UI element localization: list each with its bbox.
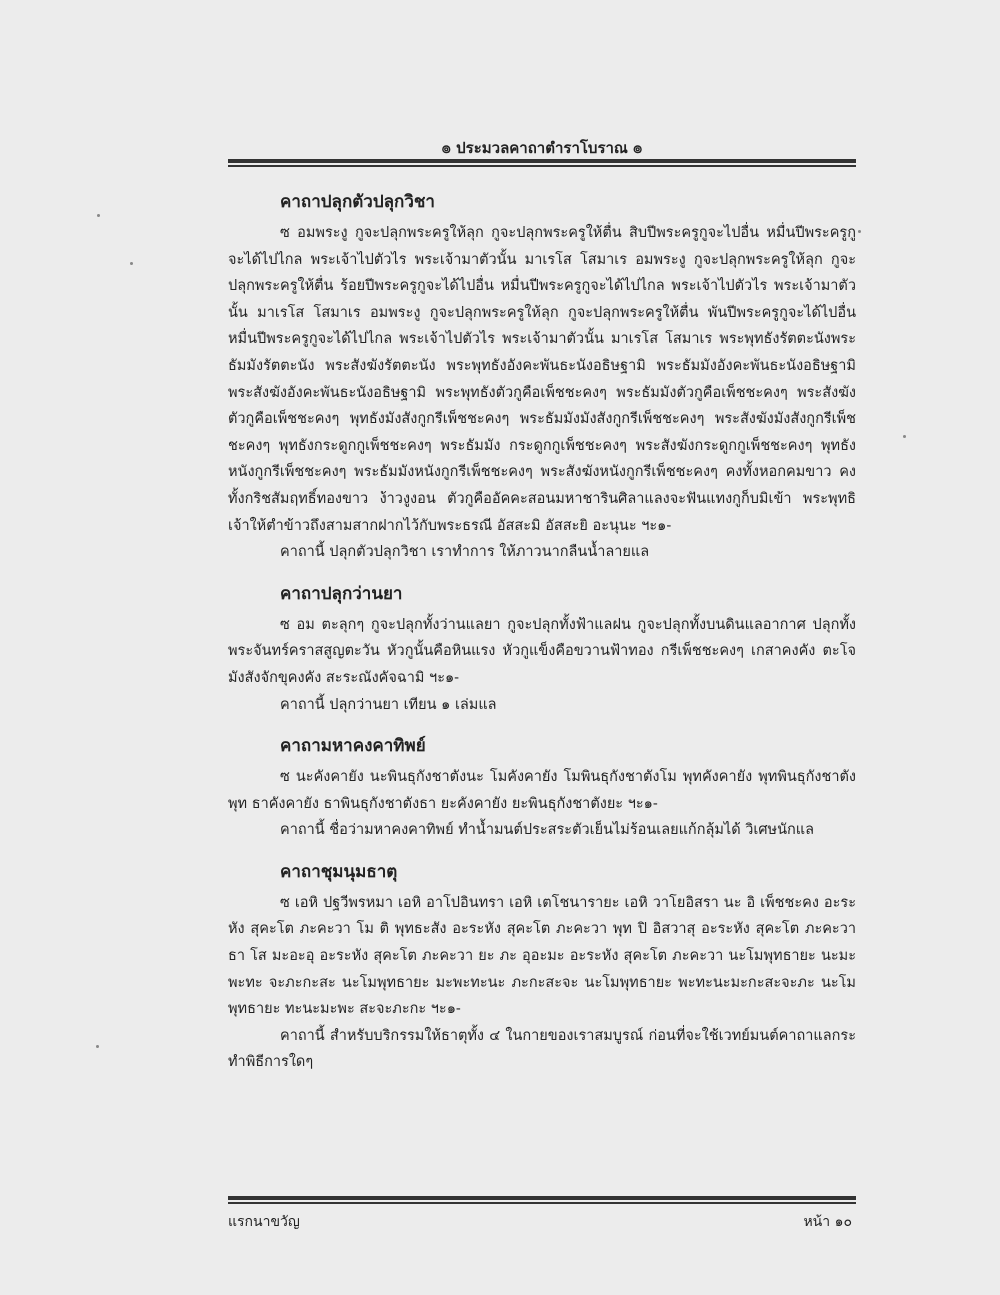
scan-speck [903, 435, 906, 438]
scan-speck [96, 1045, 99, 1048]
footer-rule-thin [228, 1202, 856, 1204]
section-4 [228, 858, 856, 1076]
section-body: ซ อม ตะลุกๆ กูจะปลุกทั้งว่านแลยา กูจะปลุกทั้งฟ้าแลฝน กูจะปลุกทั้งบนดินแลอากาศ ปลุกทั้งพระจันทร์คราสสูญตะวัน หัวกูนั้นคือหินแรง หัวกูแข็งคือขวานฟ้าทอง กรีเพ็ชชะคงๆ เกสาคงคัง ตะโจมังสังจักขุคงคัง สะระณังคัจฉามิ ฯะ๑- [228, 616, 856, 686]
section-1 [228, 188, 856, 566]
running-header: ๏ ประมวลคาถาตำราโบราณ ๏ [441, 139, 643, 157]
scan-speck [858, 230, 861, 233]
section-body: ซ นะคังคายัง นะพินธุกังชาตังนะ โมคังคายัง โมพินธุกังชาตังโม พุทคังคายัง พุทพินธุกังชาตังพุท ธาคังคายัง ธาพินธุกังชาตังธา ยะคังคายัง ยะพินธุกังชาตังยะ ฯะ๑- [228, 769, 856, 812]
section-title: คาถาปลุกตัวปลุกวิชา [280, 192, 435, 212]
section-title: คาถาชุมนุมธาตุ [280, 861, 398, 882]
section-2 [228, 580, 856, 718]
section-note: คาถานี้ ปลุกว่านยา เทียน ๑ เล่มแล [280, 696, 497, 713]
document-content [228, 188, 856, 1090]
footer-rule-thick [228, 1196, 856, 1200]
footer-page-number: หน้า ๑๐ [803, 1214, 852, 1230]
header-rule-thick [228, 159, 856, 163]
section-note: คาถานี้ ปลุกตัวปลุกวิชา เราทำการ ให้ภาวนากลืนน้ำลายแล [280, 544, 650, 561]
scan-speck [97, 214, 100, 217]
section-title: คาถามหาคงคาทิพย์ [280, 736, 426, 757]
section-3 [228, 732, 856, 844]
header-rule-thin [228, 165, 856, 167]
section-note: คาถานี้ สำหรับบริกรรมให้ธาตุทั้ง ๔ ในกายของเราสมบูรณ์ ก่อนที่จะใช้เวทย์มนต์คาถาแลกระทำพิธีการใดๆ [228, 1027, 856, 1071]
section-note: คาถานี้ ชื่อว่ามหาคงคาทิพย์ ทำน้ำมนต์ประสระตัวเย็นไม่ร้อนเลยแก้กลุ้มได้ วิเศษนักแล [280, 822, 815, 839]
section-body: ซ เอหิ ปฐวีพรหมา เอหิ อาโปอินทรา เอหิ เตโชนารายะ เอหิ วาโยอิสรา นะ อิ เพ็ชชะคง อะระหัง สุคะโต ภะคะวา โม ติ พุทธะสัง อะระหัง สุคะโต ภะคะวา พุท ปิ อิสวาสุ อะระหัง สุคะโต ภะคะวา ธา โส มะอะอุ อะระหัง สุคะโต ภะคะวา ยะ ภะ อุอะมะ อะระหัง สุคะโต ภะคะวา นะโมพุทธายะ นะมะพะทะ จะภะกะสะ นะโมพุทธายะ มะพะทะนะ ภะกะสะจะ นะโมพุทธายะ พะทะนะมะกะสะจะภะ นะโมพุทธายะ ทะนะมะพะ สะจะภะกะ ฯะ๑- [228, 894, 856, 1018]
section-title: คาถาปลุกว่านยา [280, 583, 403, 604]
section-body: ซ อมพระงู กูจะปลุกพระครูให้ลุก กูจะปลุกพระครูให้ตื่น สิบปีพระครูกูจะไปอื่น หมื่นปีพระครูกูจะได้ไปไกล พระเจ้าไปตัวไร พระเจ้ามาตัวนั้น มาเรโส โสมาเร อมพระงู กูจะปลุกพระครูให้ลุก กูจะปลุกพระครูให้ตื่น ร้อยปีพระครูกูจะได้ไปอื่น หมื่นปีพระครูกูจะได้ไปไกล พระเจ้าไปตัวไร พระเจ้ามาตัวนั้น มาเรโส โสมาเร อมพระงู กูจะปลุกพระครูให้ลุก กูจะปลุกพระครูให้ตื่น พันปีพระครูกูจะได้ไปอื่น หมื่นปีพระครูกูจะได้ไปไกล พระเจ้าไปตัวไร พระเจ้ามาตัวนั้น มาเรโส โสมาเร พระพุทธังรัตตะนังพระธัมมังรัตตะนัง พระสังฆังรัตตะนัง พระพุทธังอังคะพันธะนังอธิษฐามิ พระธัมมังอังคะพันธะนังอธิษฐามิ พระสังฆังอังคะพันธะนังอธิษฐามิ พระพุทธังตัวกูคือเพ็ชชะคงๆ พระธัมมังตัวกูคือเพ็ชชะคงๆ พระสังฆังตัวกูคือเพ็ชชะคงๆ พุทธังมังสังกูกรีเพ็ชชะคงๆ พระธัมมังมังสังกูกรีเพ็ชชะคงๆ พระสังฆังมังสังกูกรีเพ็ชชะคงๆ พุทธังกระดูกกูเพ็ชชะคงๆ พระธัมมัง กระดูกกูเพ็ชชะคงๆ พระสังฆังกระดูกกูเพ็ชชะคงๆ พุทธังหนังกูกรีเพ็ชชะคงๆ พระธัมมังหนังกูกรีเพ็ชชะคงๆ พระสังฆังหนังกูกรีเพ็ชชะคงๆ คงทั้งหอกคมขาว คงทั้งกริชสัมฤทธิ์ทองขาว ง้าวงูงอน ตัวกูคืออัคคะสอนมหาชารินศิลาแลงจะฟันแทงกูก็บมิเข้า พระพุทธิเจ้าให้ตำข้าวถึงสามสากฝากไว้กับพระธรณี อัสสะมิ อัสสะยิ อะนุนะ ฯะ๑- [228, 225, 856, 534]
scan-speck [130, 262, 133, 265]
footer-book-title: แรกนาขวัญ [228, 1214, 300, 1230]
